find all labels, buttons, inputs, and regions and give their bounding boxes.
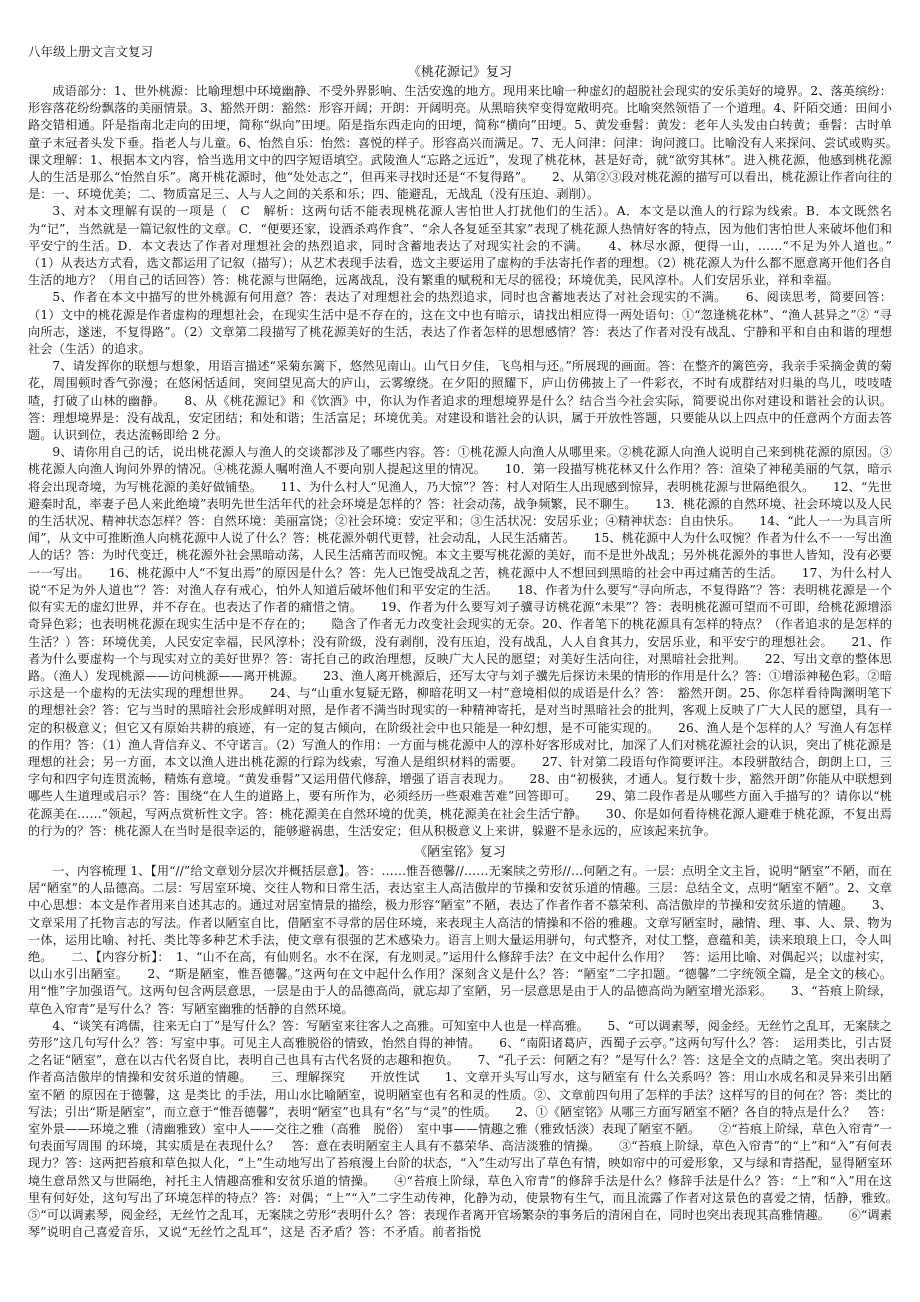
taohua-paragraph-5: 9、请你用自己的话，说出桃花源人与渔人的交谈都涉及了哪些内容。答：①桃花源人向渔人从哪里来。②桃花源人向渔人说明自己来到桃花源的原因。③桃花源人向渔人询问外界的情况。④桃花源人嘱咐渔人不要向别人提起这里的情况。 10．第一段描写桃花林又什么作用？答：渲染了神秘美丽的气氛，暗示将会出现奇境，为写桃花源的美好做铺垫。 11、为什么村人“见渔人，乃大惊”？答：村人对陌生人出现感到惊异，表明桃花源与世隔绝很久。 12、“先世避秦时乱，率妻子邑人来此绝境”表明先世生活年代的社会环境是怎样的？答：社会动荡，战争频繁，民不聊生。 13．桃花源的自然环境、社会环境以及人民的生活状况、精神状态怎样？答：自然环境：美丽富饶；②社会环境：安定平和；③生活状况：安居乐业；④精神状态：自由快乐。 14、“此人一一为具言所闻”，从文中可推断渔人向桃花源中人说了什么？答：桃花源外朝代更替，社会动乱，人民生活痛苦。 15、桃花源中人为什么叹惋？作者为什么不一一写出渔人的话？答：为时代变迁，桃花源外社会黑暗动荡，人民生活痛苦而叹惋。本文主要写桃花源的美好，而不是世外战乱；另外桃花源外的事世人皆知，没有必要一一写出。 16、桃花源中人“不复出焉”的原因是什么？答：先人已饱受战乱之苦，桃花源中人不想回到黑暗的社会中再过痛苦的生活。 17、为什么村人说“不足为外人道也”？答：对渔人存有戒心，怕外人知道后破坏他们和平安定的生活。 18、作者为什么要写“寻向所志，不复得路”？答：表明桃花源是一个似有实无的虚幻世界，并不存在。也表达了作者的痛惜之情。 19、作者为什么要写刘子骥寻访桃花源“未果”？答：表明桃花源可望而不可即，给桃花源增添奇异色彩；也表明桃花源在现实生活中是不存在的； 隐含了作者无力改变社会现实的无奈。20、作者笔下的桃花源具有怎样的特点？（作者追求的是怎样的生活？）答：环境优美，人民安定幸福，民风淳朴；没有阶级，没有剥削，没有压迫，没有战乱，人人自食其力，安居乐业，和平安宁的理想社会。 21、作者为什么要虚构一个与现实对立的美好世界？答：寄托自己的政治理想，反映广大人民的愿望；对美好生活向往，对黑暗社会批判。 22、写出文章的整体思路。（渔人）发现桃源——访问桃源——离开桃源。 23、渔人离开桃源后，还写太守与刘子骥先后探访未果的情形的作用是什么？答：①增添神秘色彩。②暗示这是一个虚构的无法实现的理想世界。 24、与“山重水复疑无路，柳暗花明又一村”意境相似的成语是什么？答： 豁然开朗。25、你怎样看待陶渊明笔下的理想社会？答：它与当时的黑暗社会形成鲜明对照，是作者不满当时现实的一种精神寄托，是对当时黑暗社会的批判，客观上反映了广大人民的愿望，具有一定的积极意义；但它又有原始共耕的痕迹，有一定的复古倾向，在阶级社会中也只能是一种幻想，是不可能实现的。 26、渔人是个怎样的人？写渔人有怎样的作用？答：（1）渔人背信弃义、不守诺言。（2）写渔人的作用：一方面与桃花源中人的淳朴好客形成对比，加深了人们对桃花源社会的认识，突出了桃花源是理想的社会；另一方面，本文以渔人进出桃花源的行踪为线索，写渔人是组织材料的需要。 27、针对第二段语句作简要评注。本段骈散结合，朗朗上口，三字句和四字句连贯流畅，精炼有意境。“黄发垂髫”又运用借代修辞，增强了语言表现力。 28、由“初极狭，才通人。复行数十步，豁然开朗”你能从中联想到哪些人生道理或启示？答：围绕“在人生的道路上，要有所作为，必须经历一些艰难苦难”回答即可。 29、第二段作者是从哪些方面入手描写的？请你以“桃花源美在……”领起，写两点赏析性文字。答：桃花源美在自然环境的优美，桃花源美在社会生活宁静。 30、你是如何看待桃花源人避难于桃花源，不复出焉的行为的？答：桃花源人在当时是很幸运的，能够避祸患，生活安定；但从积极意义上来讲，躲避不是永远的，应该起来抗争。 bbox=[28, 445, 892, 838]
taohua-paragraph-2: 3、对本文理解有误的一项是（ C 解析：这两句话不能表现桃花源人害怕世人打扰他们的生活）。A．本文是以渔人的行踪为线索。B．本文既然名为“记”，当然就是一篇记叙性的文章。C．“便要还家，设酒杀鸡作食”、“余人各复延至其家”表现了桃花源人热情好客的特点，因为他们害怕世人来破坏他们和平安宁的生活。D．本文表达了作者对理想社会的热烈追求，同时含蓄地表达了对现实社会的不满。 4、林尽水源，便得一山，……“不足为外人道也。” （1）从表达方式看，选文都运用了记叙（描写）；从艺术表现手法看，选文主要运用了虚构的手法寄托作者的理想。（2）桃花源人为什么都不愿意离开他们各自生活的地方？（用自己的话回答）答：桃花源与世隔绝，远离战乱，没有繁重的赋税和无尽的徭役；环境优美，民风淳朴。人们安居乐业，祥和幸福。 bbox=[28, 204, 917, 288]
taohua-paragraph-3: 5、作者在本文中描写的世外桃源有何用意？答：表达了对理想社会的热烈追求，同时也含蓄地表达了对社会现实的不满。 6、阅读思考，简要回答：（1）文中的桃花源是作者虚构的理想社会，在现实生活中是不存在的，这在文中也有暗示，请找出相应得一两处语句：①“忽逢桃花林”、“渔人甚异之”② “寻向所志，遂迷，不复得路”。（2）文章第二段描写了桃花源美好的生活，表达了作者怎样的思想感情？答：表达了作者对没有战乱、宁静和平和自由和谐的理想社会（生活）的追求。 bbox=[28, 290, 892, 357]
document-body bbox=[28, 83, 917, 1241]
taohua-paragraph-1: 成语部分：1、世外桃源：比喻理想中环境幽静、不受外界影响、生活安逸的地方。现用来比喻一种虚幻的超脱社会现实的安乐美好的境界。2、落英缤纷：形容落花纷纷飘落的美丽情景。3、豁然开朗：豁然：形容开阔；开朗：开阔明亮。从黑暗狭窄变得宽敞明亮。比喻突然领悟了一个道理。4、阡陌交通：田间小路交错相通。阡是指南北走向的田埂，简称“纵向”田埂。陌是指东西走向的田埂，简称“横向”田埂。5、黄发垂髫：黄发：老年人头发由白转黄；垂髫：古时单童子末冠者头发下垂。指老人与儿童。6、怡然自乐：怡然：喜悦的样子。形容高兴而满足。7、无人问津：问津：询问渡口。比喻没有人来探问、尝试或购买。 课文理解：1、根据本文内容，恰当选用文中的四字短语填空。武陵渔人“忘路之远近”，发现了桃花林，甚是好奇，就“欲穷其林”。进入桃花源，他感到桃花源人的生活是那么“怡然自乐”。离开桃花源时，他“处处志之”，但再来寻找时还是“不复得路”。 2、从第②③段对桃花源的描写可以看出，桃花源让作者向往的是：一、环境优美；二、物质富足三、人与人之间的关系和乐；四、能避乱，无战乱（没有压迫、剥削）。 bbox=[28, 84, 917, 202]
course-label: 八年级上册文言文复习 bbox=[28, 44, 154, 59]
taohua-title: 《桃花源记》复习 bbox=[407, 65, 512, 80]
loushi-paragraph-1: 一、内容梳理 1、【用“//”给文章划分层次并概括层意】。答：……惟吾德馨//……无案牍之劳形//…何陋之有。一层：点明全文主旨，说明“陋室”不陋，而在居“陋室”的人品德高。二层：写居室环境、交往人物和日常生活，表达室主人高洁傲岸的节操和安贫乐道的情趣。三层：总结全文，点明“陋室不陋”。2、文章中心思想：本文是作者用来自述其志的。通过对居室情景的描绘，极力形容“陋室”不陋，表达了作者作者不慕荣利、高洁傲岸的节操和安贫乐道的情趣。 3、文章采用了托物言志的写法。作者以陋室自比，借陋室不寻常的居住环境，来表现主人高洁的情操和不俗的雅趣。文章写陋室时，融情、理、事、人、景、物为一体，运用比喻、衬托、类比等多种艺术手法，使文章有很强的艺术感染力。语言上则大量运用骈句，句式整齐，对仗工整，意蕴和美，读来琅琅上口，令人叫绝。 二、【内容分析】： 1、“山不在高，有仙则名。水不在深，有龙则灵。”运用什么修辞手法？在文中起什么作用？ 答：运用比喻、对偶起兴；以虚衬实，以山水引出陋室。 2、“斯是陋室，惟吾德馨。”这两句在文中起什么作用？深刻含义是什么？答：“陋室”二字扣题。“德馨”二字统领全篇，是全文的核心。用“惟”字加强语气。这两句包含两层意思，一层是由于人的品德高尚，就忘却了室陋，另一层意思是由于人的品德高尚为陋室增光添彩。 3、“苔痕上阶绿，草色入帘青”是写什么？答：写陋室幽雅的恬静的自然环境。 bbox=[28, 863, 892, 1016]
taohua-paragraph-4: 7、请发挥你的联想与想象，用语言描述“采菊东篱下，悠然见南山。山气日夕佳，飞鸟相与还。”所展现的画面。答：在整齐的篱笆旁，我亲手采摘金黄的菊花，周围顿时香气弥漫；在悠闲恬适间，突间望见高大的庐山，云雾缭绕。在夕阳的照耀下，庐山仿佛披上了一件彩衣，不时有成群结对归巢的鸟儿，吱吱喳喳，打破了山林的幽静。 8、从《桃花源记》和《饮酒》中，你认为作者追求的理想境界是什么？结合当今社会实际，简要说出你对建设和谐社会的认识。答：理想境界是：没有战乱，安定团结；和处和谐；生活富足；环境优美。对建设和谐社会的认识，属于开放性答题，只要能从以上四点中的任意两个方面去答题。认识到位，表达流畅即给 2 分。 bbox=[28, 359, 892, 443]
loushi-paragraph-2: 4、“谈笑有鸿儒，往来无白丁”是写什么？答：写陋室来往客人之高雅。可知室中人也是一样高雅。 5、“可以调素琴，阅金经。无丝竹之乱耳，无案牍之劳形”这几句写什么？答：写室中事。可见主人高雅脱俗的情致，怡然自得的神情。 6、“南阳诸葛庐，西蜀子云亭。”这两句写什么？答： 运用类比，引古贤之名证“陋室”，意在以古代名贤自比，表明自己也具有古代名贤的志趣和抱负。 7、“孔子云：何陋之有？”是写什么？答：这是全文的点睛之笔。突出表明了作者高洁傲岸的情操和安贫乐道的情趣。 三、理解探究 开放性试 1、文章开头写山写水，这与陋室有 什么关系吗？答：用山水成名和灵异来引出陋室不陋 的原因在于德馨，这 是类比 的手法，用山水比喻陋室，说明陋室也有名和灵的性质。②、文章前四句用了怎样的手法？这样写的目的何在？答：类比的写法；引出“斯是陋室”，而立意于“惟吾德馨”，表明“陋室”也具有“名”与“灵”的性质。 2、①《陋室铭》从哪三方面写陋室不陋？各自的特点是什么？ 答：室外景——环境之雅（清幽雅致）室中人——交往之雅（高雅 脱俗） 室中事——情趣之雅（雅致恬淡）表现了陋室不陋。 ②“苔痕上阶绿，草色入帘青”一句表面写周围 的环境，其实质是在表现什么？ 答：意在表明陋室主人具有不慕荣华、高洁淡雅的情操。 ③“苔痕上阶绿，草色入帘青”的“上”和“入”有何表现力？答：这两把苔痕和草色拟人化，“上”生动地写出了苔痕漫上台阶的状态，“入”生动写出了草色有情，映如帘中的可爱形象，又与绿和青搭配，显得陋室环境生意昂然又与世隔绝，衬托主人情趣高雅和安贫乐道的情操。 ④“苔痕上阶绿，草色入帘青”的修辞手法是什么？修辞手法是什么？答：“上”和“入”用在这里有何好处，这句写出了环境怎样的特点？答：对偶；“上”“入”二字生动传神，化静为动，使景物有生气，而且流露了作者对这景色的喜爱之情，恬静，雅致。 ⑤“可以调素琴，阅金经，无丝竹之乱耳，无案牍之劳形“表明什么？答：表现作者离开官场繁杂的事务后的清闲自在，同时也突出表现其高雅情趣。 ⑥“调素琴”说明自己喜爱音乐，又说“无丝竹之乱耳”，这是 否矛盾？答：不矛盾。前者指悦 bbox=[28, 1018, 917, 1240]
loushi-title: 《陋室铭》复习 bbox=[414, 844, 506, 860]
